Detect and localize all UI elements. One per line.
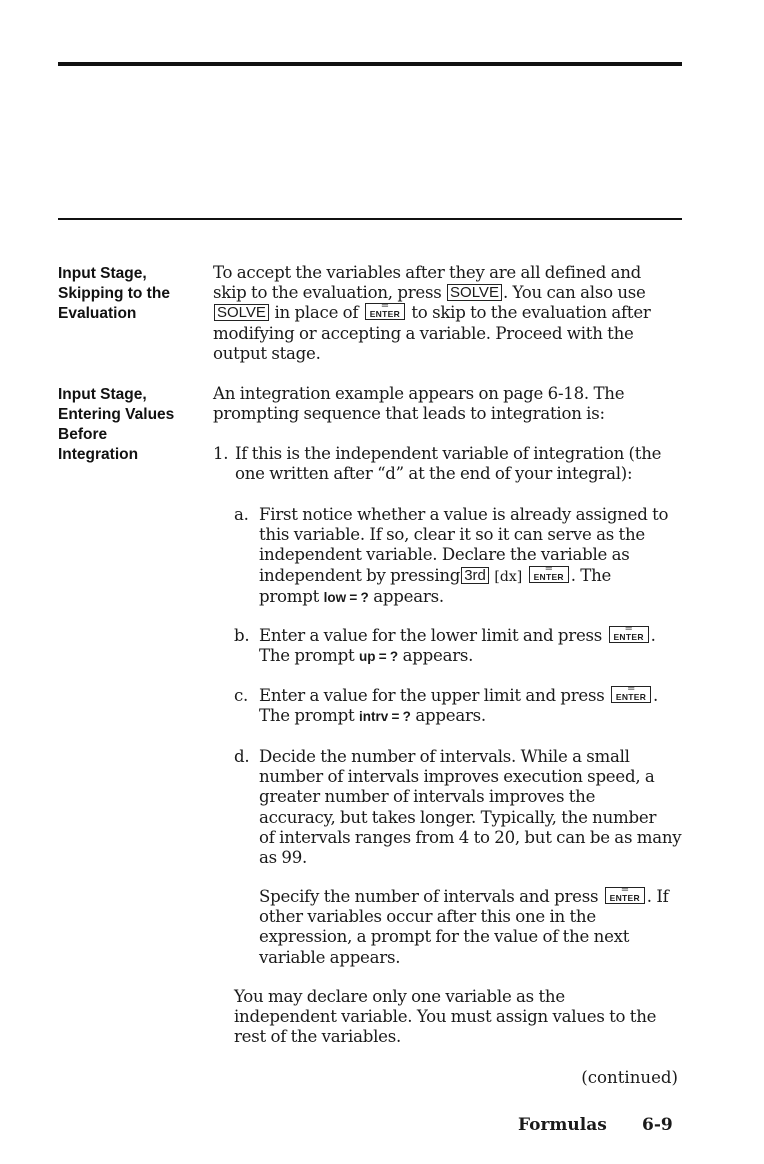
text-span: The prompt [259, 646, 355, 666]
text-line [259, 587, 683, 608]
text-line: To accept the variables after they are all defined and [213, 263, 642, 282]
list-item-c [213, 683, 683, 727]
heading-line: Input Stage, [58, 265, 147, 282]
list-letter: b. [234, 626, 250, 645]
text-line: An integration example appears on page 6-18. The [213, 384, 625, 403]
enter-key [365, 300, 405, 320]
enter-key-eq: = [626, 683, 636, 694]
text-span: appears. [373, 586, 444, 606]
enter-key-label: ENTER [369, 309, 401, 320]
enter-key-eq: = [380, 300, 389, 312]
chapter-title: Formulas [518, 1115, 607, 1135]
text-line: greater number of intervals improves the [259, 787, 596, 807]
text-span: skip to the evaluation, press [213, 283, 442, 303]
text-line [259, 884, 683, 907]
text-line: other variables occur after this one in the [259, 907, 596, 927]
text-line: prompting sequence that leads to integration is: [213, 404, 605, 424]
text-line: You may declare only one variable as the [234, 987, 565, 1006]
text-line [213, 300, 683, 323]
text-line: number of intervals improves execution speed, a [259, 767, 655, 787]
list-number: 1. [213, 444, 229, 463]
text-line: of intervals ranges from 4 to 20, but can be as many [259, 827, 682, 847]
sidebar-heading-skipping [58, 264, 203, 324]
text-span: . The [570, 565, 612, 585]
list-item-a [213, 505, 683, 608]
prompt-display: up = ? [358, 649, 399, 665]
text-span: to skip to the evaluation after [411, 303, 651, 323]
enter-key [605, 884, 645, 904]
prompt-display: low = ? [323, 589, 369, 605]
text-span: The prompt [259, 706, 355, 726]
enter-key [611, 683, 651, 703]
text-span: Enter a value for the lower limit and press [259, 626, 603, 645]
enter-key-label: ENTER [533, 571, 564, 582]
page-number: 6-9 [642, 1115, 673, 1135]
enter-key [529, 562, 569, 583]
text-line: this variable. If so, clear it so it can serve as the [259, 525, 645, 545]
text-line: rest of the variables. [234, 1027, 402, 1047]
text-span: appears. [415, 706, 486, 726]
solve-key: SOLVE [214, 304, 269, 321]
enter-key [609, 623, 649, 643]
text-line: Enter a value for the lower limit and press = ENTER . [259, 623, 656, 645]
text-line: one written after “d” at the end of your integral): [235, 464, 633, 484]
text-span: independent by pressing [259, 565, 461, 585]
text-line: variable appears. [259, 947, 401, 967]
heading-line: Before [58, 426, 108, 443]
closing-paragraph [213, 987, 683, 1048]
heading-line: Entering Values [58, 406, 175, 423]
enter-key-eq: = [620, 884, 629, 895]
list-item-d-continued [213, 884, 683, 968]
text-span: prompt [259, 586, 320, 606]
list-letter: c. [234, 686, 249, 705]
text-line: First notice whether a value is already assigned to [259, 505, 669, 524]
text-line: Enter a value for the upper limit and press = ENTER . [259, 683, 659, 705]
text-line: as 99. [259, 848, 308, 868]
text-line [259, 562, 683, 587]
heading-line: Integration [58, 446, 139, 463]
text-line: modifying or accepting a variable. Proceed with the [213, 323, 634, 343]
list-item-d [213, 747, 683, 868]
list-letter: a. [234, 505, 249, 524]
section-integration-intro [213, 384, 683, 424]
text-span: appears. [402, 646, 474, 666]
text-line: independent variable. Declare the variable as [259, 545, 630, 565]
text-line: accuracy, but takes longer. Typically, the number [259, 807, 657, 827]
text-line: independent variable. You must assign values to the [234, 1007, 657, 1027]
dx-label: [dx] [494, 568, 523, 585]
solve-key: SOLVE [447, 284, 502, 301]
text-span: . You can also use [502, 283, 646, 303]
list-item-1 [213, 444, 683, 484]
list-letter: d. [234, 747, 250, 766]
text-span: Enter a value for the upper limit and press [259, 686, 605, 705]
text-span: Specify the number of intervals and press [259, 887, 599, 906]
top-rule [58, 62, 682, 66]
text-line [259, 646, 683, 667]
heading-line: Input Stage, [58, 386, 147, 403]
continued-note: (continued) [581, 1068, 678, 1087]
text-line: If this is the independent variable of integration (the [235, 444, 662, 463]
heading-line: Skipping to the [58, 285, 170, 302]
text-line [213, 283, 683, 303]
text-span: . If [646, 887, 669, 906]
sidebar-heading-integration [58, 385, 203, 465]
enter-key-label: ENTER [613, 632, 644, 642]
text-line: output stage. [213, 343, 321, 363]
section-rule [58, 218, 682, 220]
prompt-display: intrv = ? [358, 709, 411, 725]
section-skipping-body [213, 263, 683, 364]
enter-key-eq: = [544, 562, 553, 574]
text-span: in place of [274, 303, 359, 323]
enter-key-eq: = [624, 623, 633, 634]
enter-key-label: ENTER [615, 692, 647, 702]
text-line: expression, a prompt for the value of the next [259, 927, 630, 947]
text-line: Decide the number of intervals. While a small [259, 747, 630, 766]
heading-line: Evaluation [58, 305, 137, 322]
third-key: 3rd [461, 567, 489, 584]
list-item-b [213, 623, 683, 667]
text-line [259, 706, 683, 727]
enter-key-label: ENTER [609, 893, 640, 903]
